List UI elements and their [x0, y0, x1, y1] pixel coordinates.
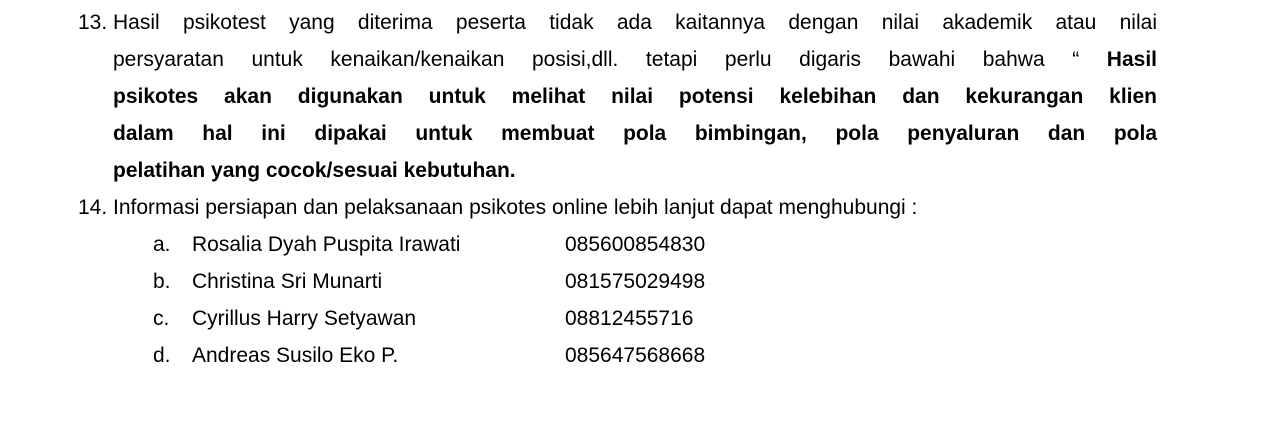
contact-name: Cyrillus Harry Setyawan	[192, 307, 417, 330]
contact-phone: 081575029498	[565, 270, 706, 293]
contact-phone: 085600854830	[565, 233, 706, 256]
list-item-14	[78, 189, 1157, 226]
contact-letter: a.	[153, 233, 171, 256]
contact-letter: c.	[153, 307, 170, 330]
item-13-line-3	[113, 78, 1157, 115]
contact-phone: 085647568668	[565, 344, 706, 367]
item-13-line-5	[113, 152, 1157, 189]
contact-phone: 08812455716	[565, 307, 694, 330]
text-run: Hasil psikotest yang diterima peserta tidak ada kaitannya dengan nilai akademik atau nilai	[113, 11, 1157, 34]
item-13-line-2	[113, 41, 1157, 78]
contact-row-b	[153, 263, 1157, 300]
text-run-bold: dalam hal ini dipakai untuk membuat pola bimbingan, pola penyaluran dan pola	[113, 122, 1157, 145]
text-run: persyaratan untuk kenaikan/kenaikan posisi,dll. tetapi perlu digaris bawahi bahwa “	[113, 48, 1107, 71]
text-run-bold: Hasil	[1106, 48, 1157, 71]
contact-name: Rosalia Dyah Puspita Irawati	[192, 233, 461, 256]
list-item-13	[78, 4, 1157, 189]
text-run-bold: psikotes akan digunakan untuk melihat nilai potensi kelebihan dan kekurangan klien	[113, 85, 1157, 108]
contact-row-c	[153, 300, 1157, 337]
text-run: Informasi persiapan dan pelaksanaan psikotes online lebih lanjut dapat menghubungi :	[113, 196, 918, 219]
item-14-number: 14.	[78, 196, 108, 219]
contact-row-d	[153, 337, 1157, 374]
item-13-line-1	[113, 4, 1157, 41]
item-13-line-4	[113, 115, 1157, 152]
contact-row-a	[153, 226, 1157, 263]
item-13-paragraph	[113, 4, 1157, 189]
item-13-number: 13.	[78, 11, 108, 34]
contact-letter: b.	[153, 270, 171, 293]
contact-letter: d.	[153, 344, 171, 367]
contact-name: Andreas Susilo Eko P.	[192, 344, 399, 367]
contact-name: Christina Sri Munarti	[192, 270, 383, 293]
text-run-bold: pelatihan yang cocok/sesuai kebutuhan.	[113, 159, 516, 182]
contact-list	[153, 226, 1157, 374]
item-14-paragraph	[113, 189, 1157, 226]
